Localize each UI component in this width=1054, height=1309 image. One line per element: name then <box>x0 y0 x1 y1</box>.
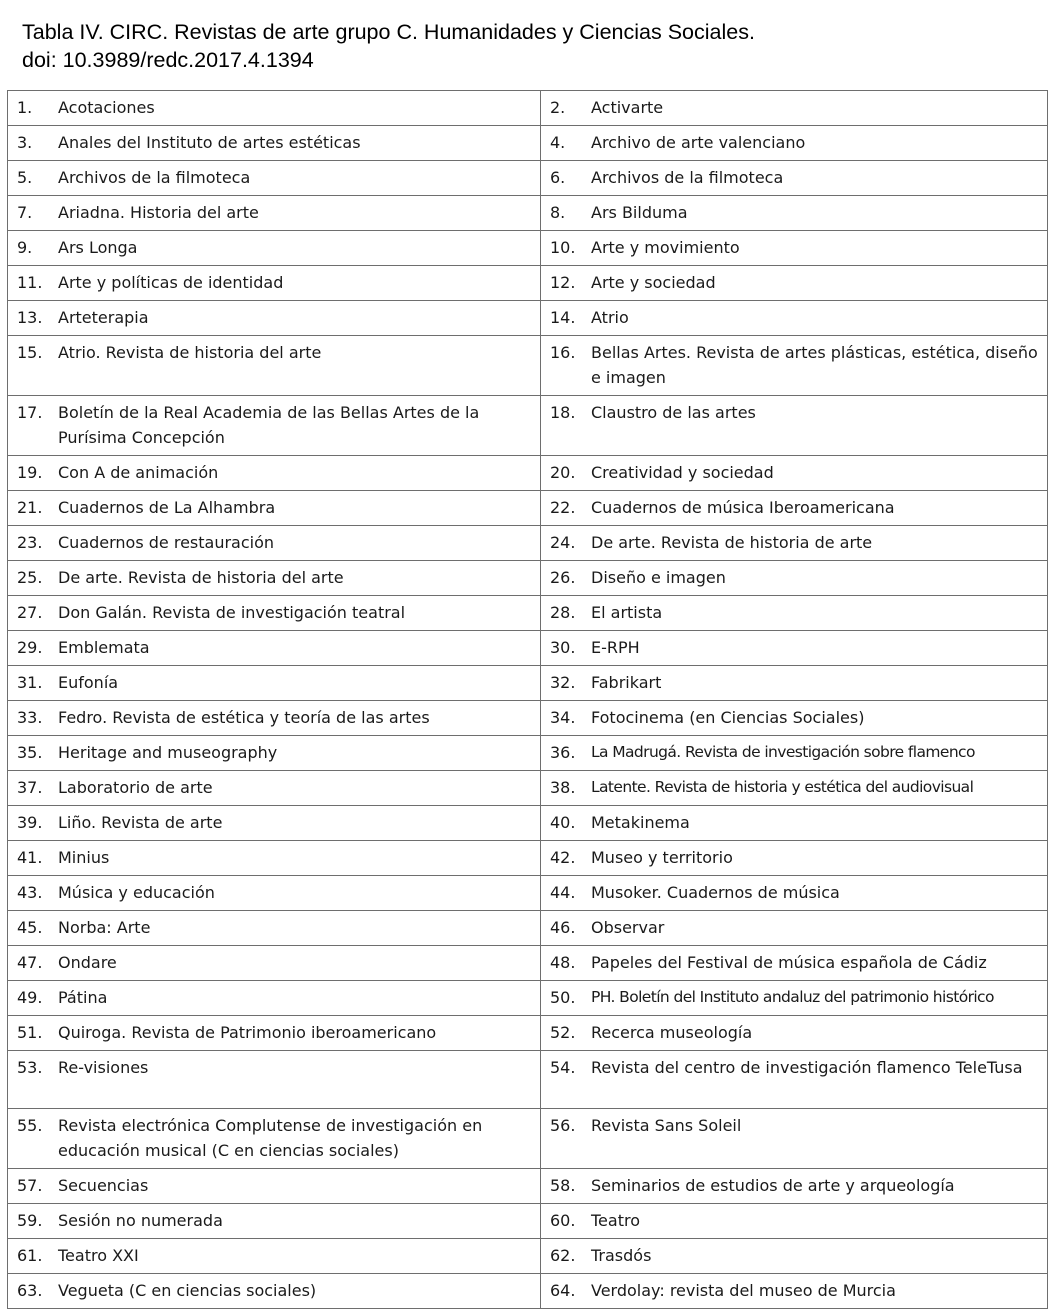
journal-cell <box>8 771 541 806</box>
journal-cell <box>541 266 1048 301</box>
journal-title: Arteterapia <box>58 308 149 327</box>
journal-title: Arte y políticas de identidad <box>58 273 284 292</box>
journal-entry <box>17 985 532 1010</box>
journal-cell <box>8 336 541 396</box>
journal-number: 63. <box>17 1281 43 1300</box>
journal-entry <box>17 845 532 870</box>
journal-cell <box>8 596 541 631</box>
journal-cell <box>541 196 1048 231</box>
journal-cell <box>8 266 541 301</box>
journal-cell <box>8 666 541 701</box>
journal-entry <box>17 235 532 260</box>
journal-title: Ariadna. Historia del arte <box>58 203 259 222</box>
journal-cell <box>541 161 1048 196</box>
table-row <box>8 1051 1048 1109</box>
journal-cell <box>541 526 1048 561</box>
journal-cell <box>8 806 541 841</box>
journal-entry <box>17 775 532 800</box>
journal-number: 59. <box>17 1211 43 1230</box>
journal-title: De arte. Revista de historia de arte <box>591 533 873 552</box>
journal-number: 29. <box>17 638 43 657</box>
journal-entry <box>17 950 532 975</box>
table-row <box>8 666 1048 701</box>
table-row <box>8 596 1048 631</box>
journal-number: 15. <box>17 343 43 362</box>
journal-title: Pátina <box>58 988 108 1007</box>
journal-cell <box>8 946 541 981</box>
journal-title: Revista Sans Soleil <box>591 1116 742 1135</box>
journal-cell <box>541 561 1048 596</box>
journal-entry <box>17 95 532 120</box>
journal-title: Revista del centro de investigación flamenco TeleTusa <box>591 1058 1023 1077</box>
journal-cell <box>8 1239 541 1274</box>
journal-title: Música y educación <box>58 883 215 902</box>
journal-cell <box>541 701 1048 736</box>
journal-entry <box>17 600 532 625</box>
journal-number: 52. <box>550 1023 576 1042</box>
journal-cell <box>541 771 1048 806</box>
journal-number: 3. <box>17 133 33 152</box>
journal-number: 9. <box>17 238 33 257</box>
journal-cell <box>541 1239 1048 1274</box>
journal-number: 23. <box>17 533 43 552</box>
table-row <box>8 876 1048 911</box>
journal-title: Liño. Revista de arte <box>58 813 223 832</box>
journal-number: 58. <box>550 1176 576 1195</box>
journal-entry <box>17 460 532 485</box>
table-row <box>8 336 1048 396</box>
journal-cell <box>8 231 541 266</box>
journal-entry <box>550 530 1039 555</box>
journal-title: El artista <box>591 603 663 622</box>
journal-cell <box>8 1204 541 1239</box>
journal-entry <box>17 565 532 590</box>
journal-cell <box>541 841 1048 876</box>
journal-number: 34. <box>550 708 576 727</box>
journal-title: Ars Bilduma <box>591 203 688 222</box>
journal-number: 7. <box>17 203 33 222</box>
journal-title: Papeles del Festival de música española de Cádiz <box>591 953 987 972</box>
journal-entry <box>550 1020 1039 1045</box>
table-row <box>8 526 1048 561</box>
journal-entry <box>17 740 532 765</box>
table-row <box>8 946 1048 981</box>
journal-title: Cuadernos de restauración <box>58 533 275 552</box>
journal-number: 26. <box>550 568 576 587</box>
journal-entry <box>550 340 1039 390</box>
journal-number: 55. <box>17 1116 43 1135</box>
journal-cell <box>8 491 541 526</box>
journal-number: 17. <box>17 403 43 422</box>
journal-title: E-RPH <box>591 638 640 657</box>
journal-number: 51. <box>17 1023 43 1042</box>
journal-number: 2. <box>550 98 566 117</box>
journal-entry <box>550 985 1039 1010</box>
journal-cell <box>541 1109 1048 1169</box>
journal-title: Acotaciones <box>58 98 155 117</box>
journal-number: 12. <box>550 273 576 292</box>
journal-entry <box>17 495 532 520</box>
table-caption <box>22 18 1032 74</box>
journal-title: Bellas Artes. Revista de artes plásticas, estética, diseño e imagen <box>591 343 1038 387</box>
journal-entry <box>550 95 1039 120</box>
table-row <box>8 1239 1048 1274</box>
journal-number: 30. <box>550 638 576 657</box>
journal-title: Cuadernos de La Alhambra <box>58 498 276 517</box>
journal-number: 57. <box>17 1176 43 1195</box>
journal-title: Atrio <box>591 308 629 327</box>
journal-cell <box>8 526 541 561</box>
journal-title: Musoker. Cuadernos de música <box>591 883 840 902</box>
journal-entry <box>17 1243 532 1268</box>
journal-entry <box>550 810 1039 835</box>
journal-title: La Madrugá. Revista de investigación sobre flamenco <box>591 743 975 761</box>
journal-cell <box>8 1169 541 1204</box>
journal-entry <box>550 915 1039 940</box>
journal-title: Verdolay: revista del museo de Murcia <box>591 1281 896 1300</box>
journal-title: Museo y territorio <box>591 848 733 867</box>
journal-title: Minius <box>58 848 110 867</box>
journal-title: Observar <box>591 918 665 937</box>
journal-cell <box>541 946 1048 981</box>
journal-cell <box>8 876 541 911</box>
table-row <box>8 301 1048 336</box>
table-row <box>8 771 1048 806</box>
journal-title: Teatro XXI <box>58 1246 139 1265</box>
journal-number: 64. <box>550 1281 576 1300</box>
journal-number: 27. <box>17 603 43 622</box>
journal-number: 25. <box>17 568 43 587</box>
journal-entry <box>550 880 1039 905</box>
journal-number: 62. <box>550 1246 576 1265</box>
journal-title: Arte y movimiento <box>591 238 740 257</box>
journal-entry <box>550 1113 1039 1138</box>
table-row <box>8 1274 1048 1309</box>
table-row <box>8 456 1048 491</box>
journal-title: Fedro. Revista de estética y teoría de las artes <box>58 708 430 727</box>
journal-cell <box>541 981 1048 1016</box>
journal-number: 42. <box>550 848 576 867</box>
journal-title: Archivos de la filmoteca <box>58 168 251 187</box>
journal-number: 47. <box>17 953 43 972</box>
journal-number: 50. <box>550 988 576 1007</box>
journal-entry <box>550 565 1039 590</box>
journal-cell <box>8 981 541 1016</box>
journal-title: De arte. Revista de historia del arte <box>58 568 344 587</box>
table-row <box>8 701 1048 736</box>
table-row <box>8 161 1048 196</box>
journal-entry <box>17 400 532 450</box>
journal-number: 41. <box>17 848 43 867</box>
journal-entry <box>17 1020 532 1045</box>
journal-number: 10. <box>550 238 576 257</box>
journal-number: 24. <box>550 533 576 552</box>
journal-number: 48. <box>550 953 576 972</box>
journal-number: 11. <box>17 273 43 292</box>
journal-title: Con A de animación <box>58 463 219 482</box>
journal-cell <box>541 1016 1048 1051</box>
journal-entry <box>17 130 532 155</box>
journal-cell <box>8 1051 541 1109</box>
journal-entry <box>550 305 1039 330</box>
journal-title: Emblemata <box>58 638 150 657</box>
journal-cell <box>8 561 541 596</box>
journal-cell <box>8 736 541 771</box>
journal-number: 22. <box>550 498 576 517</box>
journal-number: 33. <box>17 708 43 727</box>
journal-number: 8. <box>550 203 566 222</box>
journal-entry <box>550 1173 1039 1198</box>
journal-cell <box>541 631 1048 666</box>
journal-entry <box>550 635 1039 660</box>
journal-number: 60. <box>550 1211 576 1230</box>
table-row <box>8 911 1048 946</box>
journal-entry <box>17 1173 532 1198</box>
journal-entry <box>550 270 1039 295</box>
journal-entry <box>550 670 1039 695</box>
journal-cell <box>8 301 541 336</box>
journal-cell <box>8 91 541 126</box>
journal-number: 37. <box>17 778 43 797</box>
table-row <box>8 396 1048 456</box>
journals-table <box>7 90 1048 1309</box>
journal-number: 28. <box>550 603 576 622</box>
journal-entry <box>550 950 1039 975</box>
journal-title: Ars Longa <box>58 238 138 257</box>
journal-entry <box>17 880 532 905</box>
journal-cell <box>541 876 1048 911</box>
table-row <box>8 266 1048 301</box>
journal-entry <box>550 460 1039 485</box>
journal-cell <box>8 396 541 456</box>
journal-title: Atrio. Revista de historia del arte <box>58 343 322 362</box>
table-row <box>8 126 1048 161</box>
journal-number: 31. <box>17 673 43 692</box>
journal-entry <box>550 1278 1039 1303</box>
journal-entry <box>550 705 1039 730</box>
table-row <box>8 491 1048 526</box>
journal-entry <box>17 705 532 730</box>
journal-title: Sesión no numerada <box>58 1211 223 1230</box>
journal-cell <box>8 196 541 231</box>
journal-number: 54. <box>550 1058 576 1077</box>
journal-cell <box>541 456 1048 491</box>
journal-title: Arte y sociedad <box>591 273 716 292</box>
journal-number: 40. <box>550 813 576 832</box>
journal-entry <box>17 200 532 225</box>
journal-entry <box>17 915 532 940</box>
journal-entry <box>17 1113 532 1163</box>
journal-entry <box>17 530 532 555</box>
journal-title: Metakinema <box>591 813 690 832</box>
journal-title: Heritage and museography <box>58 743 278 762</box>
journal-number: 5. <box>17 168 33 187</box>
journal-title: Seminarios de estudios de arte y arqueología <box>591 1176 955 1195</box>
journal-cell <box>8 1274 541 1309</box>
journal-cell <box>541 1169 1048 1204</box>
journal-title: Recerca museología <box>591 1023 753 1042</box>
table-row <box>8 806 1048 841</box>
journal-cell <box>541 1051 1048 1109</box>
journal-title: Fabrikart <box>591 673 662 692</box>
journal-cell <box>8 161 541 196</box>
journal-cell <box>8 126 541 161</box>
journal-cell <box>8 701 541 736</box>
journal-entry <box>550 1208 1039 1233</box>
journals-table-body <box>8 91 1048 1309</box>
journal-cell <box>8 631 541 666</box>
journal-cell <box>541 396 1048 456</box>
journal-entry <box>17 1208 532 1233</box>
journal-number: 53. <box>17 1058 43 1077</box>
journal-title: Archivo de arte valenciano <box>591 133 806 152</box>
journal-entry <box>550 1243 1039 1268</box>
journal-entry <box>17 340 532 365</box>
journal-title: Eufonía <box>58 673 119 692</box>
journal-entry <box>17 305 532 330</box>
journal-cell <box>8 911 541 946</box>
journal-cell <box>541 596 1048 631</box>
journal-title: Latente. Revista de historia y estética del audiovisual <box>591 778 974 796</box>
journal-cell <box>8 456 541 491</box>
journal-entry <box>550 130 1039 155</box>
journal-cell <box>8 1109 541 1169</box>
journal-cell <box>541 911 1048 946</box>
table-row <box>8 561 1048 596</box>
journal-entry <box>550 200 1039 225</box>
journal-title: Secuencias <box>58 1176 149 1195</box>
table-row <box>8 841 1048 876</box>
journal-entry <box>550 235 1039 260</box>
journal-title: Activarte <box>591 98 664 117</box>
journal-cell <box>541 336 1048 396</box>
journal-cell <box>541 126 1048 161</box>
table-row <box>8 736 1048 771</box>
journal-entry <box>550 600 1039 625</box>
journal-number: 19. <box>17 463 43 482</box>
journal-cell <box>541 1204 1048 1239</box>
journal-entry <box>550 400 1039 425</box>
table-row <box>8 91 1048 126</box>
journal-title: PH. Boletín del Instituto andaluz del patrimonio histórico <box>591 988 994 1006</box>
journal-number: 36. <box>550 743 576 762</box>
journal-number: 56. <box>550 1116 576 1135</box>
journal-title: Fotocinema (en Ciencias Sociales) <box>591 708 865 727</box>
journal-title: Ondare <box>58 953 117 972</box>
journal-number: 61. <box>17 1246 43 1265</box>
journal-title: Norba: Arte <box>58 918 151 937</box>
table-row <box>8 1169 1048 1204</box>
journal-entry <box>550 740 1039 765</box>
journal-entry <box>17 670 532 695</box>
journal-number: 38. <box>550 778 576 797</box>
journal-title: Diseño e imagen <box>591 568 726 587</box>
journal-number: 43. <box>17 883 43 902</box>
journal-cell <box>541 231 1048 266</box>
journal-entry <box>550 165 1039 190</box>
journal-number: 21. <box>17 498 43 517</box>
journal-number: 32. <box>550 673 576 692</box>
journal-cell <box>541 301 1048 336</box>
journal-entry <box>17 1055 532 1080</box>
journal-cell <box>541 806 1048 841</box>
journal-number: 1. <box>17 98 33 117</box>
table-row <box>8 1204 1048 1239</box>
table-row <box>8 981 1048 1016</box>
journal-entry <box>550 495 1039 520</box>
table-row <box>8 231 1048 266</box>
journal-title: Re-visiones <box>58 1058 149 1077</box>
journal-number: 39. <box>17 813 43 832</box>
journal-entry <box>550 1055 1039 1080</box>
journal-title: Teatro <box>591 1211 640 1230</box>
journal-number: 49. <box>17 988 43 1007</box>
journal-number: 20. <box>550 463 576 482</box>
table-row <box>8 1016 1048 1051</box>
journal-cell <box>8 841 541 876</box>
journal-number: 4. <box>550 133 566 152</box>
journal-title: Trasdós <box>591 1246 652 1265</box>
journal-title: Cuadernos de música Iberoamericana <box>591 498 895 517</box>
journal-title: Boletín de la Real Academia de las Bellas Artes de la Purísima Concepción <box>58 403 480 447</box>
journal-title: Creatividad y sociedad <box>591 463 774 482</box>
journal-number: 45. <box>17 918 43 937</box>
journal-cell <box>541 736 1048 771</box>
journal-entry <box>17 165 532 190</box>
journal-number: 18. <box>550 403 576 422</box>
journal-title: Claustro de las artes <box>591 403 756 422</box>
journal-title: Don Galán. Revista de investigación teatral <box>58 603 406 622</box>
journal-title: Quiroga. Revista de Patrimonio iberoamericano <box>58 1023 437 1042</box>
journal-cell <box>8 1016 541 1051</box>
journal-number: 16. <box>550 343 576 362</box>
journal-number: 44. <box>550 883 576 902</box>
journal-cell <box>541 1274 1048 1309</box>
journal-entry <box>550 775 1039 800</box>
journal-title: Archivos de la filmoteca <box>591 168 784 187</box>
journal-number: 13. <box>17 308 43 327</box>
journal-entry <box>17 635 532 660</box>
journal-cell <box>541 491 1048 526</box>
journal-title: Revista electrónica Complutense de investigación en educación musical (C en ciencias sociales) <box>58 1116 483 1160</box>
table-row <box>8 196 1048 231</box>
caption-title: Tabla IV. CIRC. Revistas de arte grupo C. Humanidades y Ciencias Sociales. <box>22 20 755 44</box>
journal-entry <box>17 810 532 835</box>
journal-number: 14. <box>550 308 576 327</box>
journal-number: 35. <box>17 743 43 762</box>
journal-title: Laboratorio de arte <box>58 778 213 797</box>
caption-doi: doi: 10.3989/redc.2017.4.1394 <box>22 48 314 72</box>
journal-entry <box>17 1278 532 1303</box>
journal-title: Anales del Instituto de artes estéticas <box>58 133 361 152</box>
journal-entry <box>17 270 532 295</box>
journal-cell <box>541 91 1048 126</box>
journal-number: 6. <box>550 168 566 187</box>
journal-cell <box>541 666 1048 701</box>
journal-title: Vegueta (C en ciencias sociales) <box>58 1281 317 1300</box>
table-row <box>8 1109 1048 1169</box>
journal-entry <box>550 845 1039 870</box>
journal-number: 46. <box>550 918 576 937</box>
table-row <box>8 631 1048 666</box>
